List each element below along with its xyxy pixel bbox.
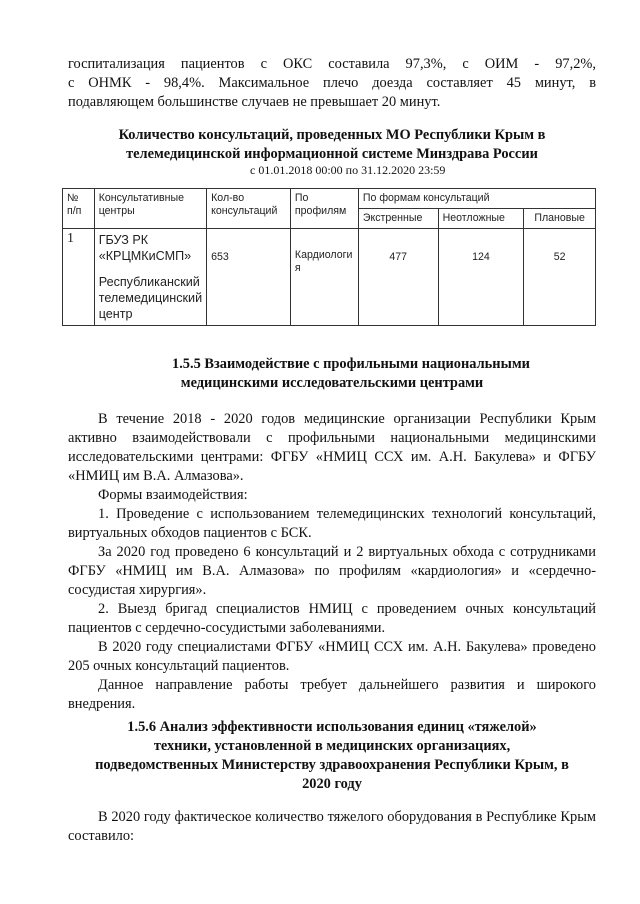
consultations-table	[62, 188, 596, 326]
body-paragraph-7: Данное направление работы требует дальнейшего развития и широкого внедрения.	[68, 677, 596, 712]
org-line-5: центр	[98, 307, 133, 321]
cell-org	[94, 229, 206, 326]
header-emergency: Экстренные	[358, 209, 438, 229]
table-heading-line-1: Количество консультаций, проведенных МО Республики Крым в	[118, 127, 546, 143]
cell-emergency: 477	[358, 229, 438, 326]
header-forms: По формам консультаций	[358, 189, 595, 209]
org-line-3: Республиканский	[98, 275, 200, 289]
header-urgent: Неотложные	[438, 209, 524, 229]
table-header-row	[63, 189, 596, 209]
cell-planned: 52	[524, 229, 596, 326]
section-156-title-line-4: 2020 году	[302, 776, 362, 792]
body-paragraph-5: 2. Выезд бригад специалистов НМИЦ с проведением очных консультаций пациентов с сердечно-сосудистыми заболеваниями.	[68, 601, 596, 636]
table-heading-line-2: телемедицинской информационной системе Минздрава России	[126, 146, 538, 162]
section-155-title-line-2: медицинскими исследовательскими центрами	[180, 375, 484, 391]
body-paragraph-4: За 2020 год проведено 6 консультаций и 2 виртуальных обхода с сотрудниками ФГБУ «НМИЦ им В.А. Алмазова» по профилям «кардиология» и «сердечно-сосудистая хирургия».	[68, 544, 596, 598]
section-156-title-line-3: подведомственных Министерству здравоохранения Республики Крым, в	[95, 757, 569, 773]
org-line-2: «КРЦМКиСМП»	[98, 249, 192, 263]
body-paragraph-3: 1. Проведение с использованием телемедицинских технологий консультаций, виртуальных обходов пациентов с БСК.	[68, 506, 596, 541]
cell-urgent: 124	[438, 229, 524, 326]
cell-count: 653	[207, 229, 291, 326]
header-profile: По профилям	[290, 189, 358, 229]
cell-num: 1	[63, 229, 95, 326]
section-156-title-line-1: 1.5.6 Анализ эффективности использования единиц «тяжелой»	[127, 719, 537, 735]
final-paragraph: В 2020 году фактическое количество тяжелого оборудования в Республике Крым составило:	[68, 809, 596, 844]
body-paragraph-1: В течение 2018 - 2020 годов медицинские организации Республики Крым активно взаимодействовали с профильными национальными медицинскими исследовательскими центрами: ФГБУ «НМИЦ ССХ им. А.Н. Бакулева» и ФГБУ «НМИЦ им В.А. Алмазова».	[68, 411, 596, 484]
intro-line-3: подавляющем большинстве случаев не превышает 20 минут.	[68, 94, 441, 110]
table-row	[63, 229, 596, 326]
header-planned: Плановые	[524, 209, 596, 229]
intro-line-2: с ОНМК - 98,4%. Максимальное плечо доезда составляет 45 минут, в	[68, 75, 596, 91]
section-156-title-line-2: техники, установленной в медицинских организациях,	[153, 738, 511, 754]
section-155-title-line-1: 1.5.5 Взаимодействие с профильными национальными	[172, 356, 530, 372]
body-paragraph-6: В 2020 году специалистами ФГБУ «НМИЦ ССХ им. А.Н. Бакулева» проведено 205 очных консультаций пациентов.	[68, 639, 596, 674]
org-line-1: ГБУЗ РК	[98, 233, 149, 247]
header-centers: Консультативные центры	[94, 189, 206, 229]
header-num: № п/п	[63, 189, 95, 229]
table-period: с 01.01.2018 00:00 по 31.12.2020 23:59	[250, 163, 446, 177]
cell-profile: Кардиологи я	[290, 229, 358, 326]
header-count: Кол-во консультаций	[207, 189, 291, 229]
org-line-4: телемедицинский	[98, 291, 203, 305]
intro-line-1: госпитализация пациентов с ОКС составила 97,3%, с ОИМ - 97,2%,	[68, 56, 596, 72]
body-paragraph-2: Формы взаимодействия:	[98, 487, 248, 503]
